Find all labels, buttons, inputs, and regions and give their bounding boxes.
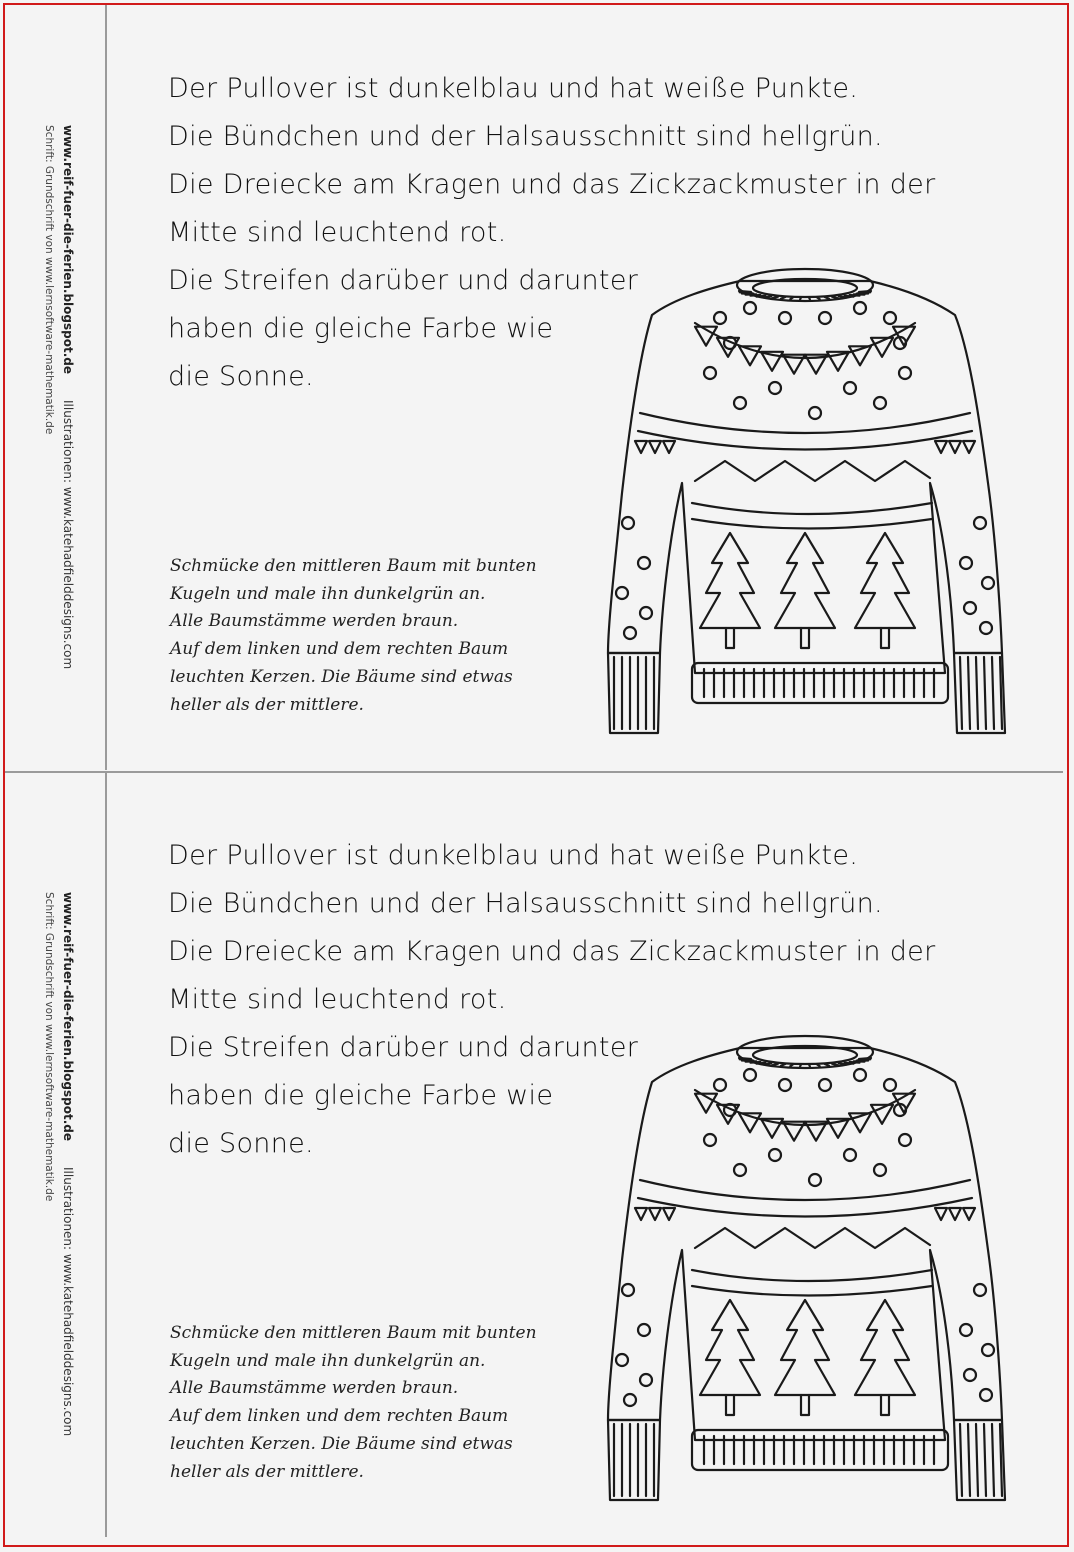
credits-strip: [35, 892, 75, 1532]
note-line: Kugeln und male ihn dunkelgrün an.: [170, 583, 486, 604]
text-line: Die Bündchen und der Halsausschnitt sind hellgrün.: [168, 121, 883, 152]
text-line: Die Dreiecke am Kragen und das Zickzackmuster in der: [168, 169, 936, 200]
worksheet-card-1: [5, 5, 1069, 770]
blog-credit: www.reif-fuer-die-ferien.blogspot.de: [61, 125, 75, 374]
text-line: Mitte sind leuchtend rot.: [168, 217, 507, 248]
credits-strip: [35, 125, 75, 765]
text-line: die Sonne.: [168, 1128, 314, 1159]
text-line: Der Pullover ist dunkelblau und hat weiße Punkte.: [168, 840, 859, 871]
text-line: Mitte sind leuchtend rot.: [168, 984, 507, 1015]
worksheet-card-2: [5, 772, 1069, 1537]
text-line: die Sonne.: [168, 361, 314, 392]
note-line: heller als der mittlere.: [170, 694, 364, 715]
note-line: Alle Baumstämme werden braun.: [170, 611, 459, 632]
text-line: Der Pullover ist dunkelblau und hat weiße Punkte.: [168, 73, 859, 104]
note-line: Schmücke den mittleren Baum mit bunten: [170, 1323, 537, 1343]
text-line: Die Bündchen und der Halsausschnitt sind hellgrün.: [168, 888, 883, 919]
note-line: Auf dem linken und dem rechten Baum: [170, 639, 509, 660]
sweater-illustration-icon: [600, 263, 1010, 738]
instruction-note: [170, 553, 590, 719]
illustration-credit: Illustrationen: www.katehadfielddesigns.com: [61, 400, 75, 670]
note-line: heller als der mittlere.: [170, 1461, 364, 1482]
text-line: Die Streifen darüber und darunter: [168, 1032, 639, 1063]
note-line: Alle Baumstämme werden braun.: [170, 1378, 459, 1399]
text-line: haben die gleiche Farbe wie: [168, 1080, 554, 1111]
fold-line: [105, 772, 107, 1537]
note-line: Auf dem linken und dem rechten Baum: [170, 1406, 509, 1427]
note-line: leuchten Kerzen. Die Bäume sind etwas: [170, 666, 513, 687]
text-line: Die Dreiecke am Kragen und das Zickzackmuster in der: [168, 936, 936, 967]
font-credit: Schrift: Grundschrift von www.lernsoftware-mathematik.de: [43, 892, 55, 1202]
illustration-credit: Illustrationen: www.katehadfielddesigns.com: [61, 1167, 75, 1437]
note-line: leuchten Kerzen. Die Bäume sind etwas: [170, 1433, 513, 1454]
fold-line: [105, 5, 107, 770]
note-line: Schmücke den mittleren Baum mit bunten: [170, 556, 537, 576]
text-line: haben die gleiche Farbe wie: [168, 313, 554, 344]
blog-credit: www.reif-fuer-die-ferien.blogspot.de: [61, 892, 75, 1141]
text-line: Die Streifen darüber und darunter: [168, 265, 639, 296]
instruction-note: [170, 1320, 590, 1486]
sweater-illustration-icon: [600, 1030, 1010, 1505]
note-line: Kugeln und male ihn dunkelgrün an.: [170, 1350, 486, 1371]
font-credit: Schrift: Grundschrift von www.lernsoftware-mathematik.de: [43, 125, 55, 435]
